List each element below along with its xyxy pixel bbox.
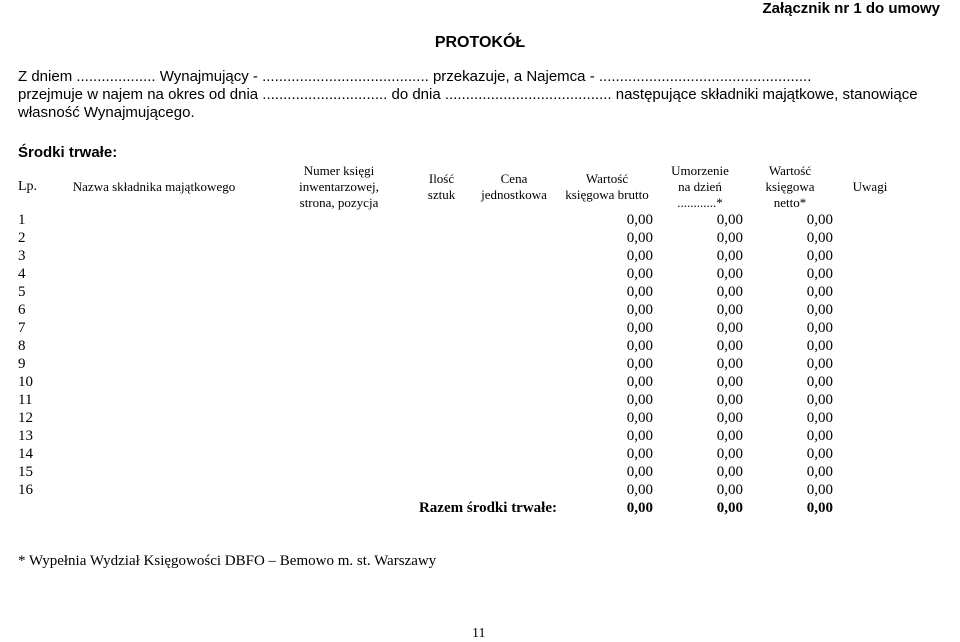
cell-inventory — [264, 337, 414, 355]
cell-lp: 9 — [18, 356, 26, 372]
cell-lp: 6 — [18, 302, 26, 318]
cell-gross-value: 0,00 — [626, 392, 653, 408]
cell-net-value: 0,00 — [806, 446, 833, 462]
cell-name — [44, 463, 264, 481]
header-unit-price: Cena jednostkowa — [481, 171, 547, 202]
cell-lp: 11 — [18, 392, 33, 408]
cell-gross-value: 0,00 — [626, 410, 653, 426]
table-row — [16, 355, 905, 373]
table-row — [16, 211, 905, 229]
cell-notes — [835, 319, 905, 337]
cell-depreciation: 0,00 — [716, 428, 743, 444]
cell-unit-price — [469, 481, 559, 499]
intro-line: własność Wynajmującego. — [18, 104, 195, 121]
cell-depreciation: 0,00 — [716, 338, 743, 354]
cell-quantity — [414, 211, 469, 229]
cell-quantity — [414, 427, 469, 445]
table-row — [16, 481, 905, 499]
cell-inventory — [264, 481, 414, 499]
cell-inventory — [264, 391, 414, 409]
cell-net-value: 0,00 — [806, 248, 833, 264]
cell-net-value: 0,00 — [806, 410, 833, 426]
section-title: Środki trwałe: — [18, 144, 118, 161]
cell-gross-value: 0,00 — [626, 230, 653, 246]
cell-lp: 7 — [18, 320, 26, 336]
cell-name — [44, 445, 264, 463]
table-row — [16, 409, 905, 427]
cell-unit-price — [469, 319, 559, 337]
cell-unit-price — [469, 355, 559, 373]
cell-lp: 12 — [18, 410, 33, 426]
cell-depreciation: 0,00 — [716, 464, 743, 480]
table-row — [16, 445, 905, 463]
cell-name — [44, 427, 264, 445]
cell-depreciation: 0,00 — [716, 356, 743, 372]
header-quantity: Ilość sztuk — [427, 171, 456, 202]
cell-name — [44, 481, 264, 499]
cell-net-value: 0,00 — [806, 392, 833, 408]
cell-quantity — [414, 463, 469, 481]
cell-gross-value: 0,00 — [626, 374, 653, 390]
cell-lp: 3 — [18, 248, 26, 264]
cell-inventory — [264, 247, 414, 265]
cell-unit-price — [469, 337, 559, 355]
cell-unit-price — [469, 463, 559, 481]
cell-gross-value: 0,00 — [626, 302, 653, 318]
header-name: Nazwa składnika majątkowego — [72, 179, 236, 194]
cell-name — [44, 229, 264, 247]
cell-name — [44, 391, 264, 409]
cell-name — [44, 247, 264, 265]
cell-name — [44, 409, 264, 427]
attachment-label: Załącznik nr 1 do umowy — [762, 0, 940, 17]
cell-lp: 14 — [18, 446, 33, 462]
cell-notes — [835, 481, 905, 499]
cell-unit-price — [469, 283, 559, 301]
cell-name — [44, 211, 264, 229]
cell-inventory — [264, 463, 414, 481]
cell-gross-value: 0,00 — [626, 320, 653, 336]
cell-gross-value: 0,00 — [626, 338, 653, 354]
cell-quantity — [414, 319, 469, 337]
cell-net-value: 0,00 — [806, 428, 833, 444]
cell-quantity — [414, 355, 469, 373]
cell-inventory — [264, 265, 414, 283]
cell-depreciation: 0,00 — [716, 374, 743, 390]
intro-line: Z dniem ................... Wynajmujący - ........................................ przekazuje, a Najemca - ................................................... — [18, 68, 812, 85]
page-number: 11 — [472, 626, 486, 641]
cell-net-value: 0,00 — [806, 212, 833, 228]
table-row — [16, 265, 905, 283]
cell-notes — [835, 409, 905, 427]
header-lp: Lp. — [18, 179, 38, 194]
cell-depreciation: 0,00 — [716, 302, 743, 318]
cell-unit-price — [469, 211, 559, 229]
cell-depreciation: 0,00 — [716, 320, 743, 336]
cell-quantity — [414, 481, 469, 499]
cell-inventory — [264, 301, 414, 319]
total-gross-value: 0,00 — [626, 500, 653, 516]
cell-name — [44, 355, 264, 373]
cell-notes — [835, 427, 905, 445]
cell-unit-price — [469, 373, 559, 391]
cell-quantity — [414, 391, 469, 409]
cell-depreciation: 0,00 — [716, 266, 743, 282]
cell-unit-price — [469, 427, 559, 445]
cell-unit-price — [469, 301, 559, 319]
cell-gross-value: 0,00 — [626, 464, 653, 480]
cell-unit-price — [469, 247, 559, 265]
cell-name — [44, 319, 264, 337]
cell-quantity — [414, 373, 469, 391]
cell-quantity — [414, 301, 469, 319]
cell-quantity — [414, 247, 469, 265]
cell-inventory — [264, 319, 414, 337]
cell-inventory — [264, 373, 414, 391]
cell-notes — [835, 373, 905, 391]
table-row — [16, 391, 905, 409]
cell-notes — [835, 445, 905, 463]
cell-quantity — [414, 337, 469, 355]
cell-notes — [835, 283, 905, 301]
cell-quantity — [414, 445, 469, 463]
cell-depreciation: 0,00 — [716, 446, 743, 462]
header-inventory: Numer księgi inwentarzowej, strona, pozycja — [299, 163, 379, 210]
cell-net-value: 0,00 — [806, 356, 833, 372]
cell-name — [44, 337, 264, 355]
cell-gross-value: 0,00 — [626, 428, 653, 444]
cell-lp: 13 — [18, 428, 33, 444]
cell-lp: 15 — [18, 464, 33, 480]
cell-inventory — [264, 409, 414, 427]
table-row — [16, 373, 905, 391]
cell-name — [44, 301, 264, 319]
cell-name — [44, 283, 264, 301]
cell-net-value: 0,00 — [806, 320, 833, 336]
table-row — [16, 283, 905, 301]
cell-name — [44, 265, 264, 283]
cell-lp: 8 — [18, 338, 26, 354]
cell-notes — [835, 229, 905, 247]
cell-gross-value: 0,00 — [626, 446, 653, 462]
cell-inventory — [264, 355, 414, 373]
cell-net-value: 0,00 — [806, 284, 833, 300]
cell-depreciation: 0,00 — [716, 230, 743, 246]
cell-lp: 4 — [18, 266, 26, 282]
cell-unit-price — [469, 229, 559, 247]
cell-unit-price — [469, 391, 559, 409]
cell-net-value: 0,00 — [806, 266, 833, 282]
intro-paragraph — [18, 68, 943, 122]
cell-net-value: 0,00 — [806, 230, 833, 246]
table-row — [16, 463, 905, 481]
intro-line: przejmuje w najem na okres od dnia .............................. do dnia ........................................ następujące składniki majątkowe, stanowiące — [18, 86, 918, 103]
table-row — [16, 247, 905, 265]
cell-depreciation: 0,00 — [716, 212, 743, 228]
cell-gross-value: 0,00 — [626, 266, 653, 282]
header-notes: Uwagi — [852, 179, 888, 194]
table-row — [16, 301, 905, 319]
cell-lp: 1 — [18, 212, 26, 228]
cell-unit-price — [469, 409, 559, 427]
cell-lp: 16 — [18, 482, 33, 498]
cell-quantity — [414, 229, 469, 247]
footnote: * Wypełnia Wydział Księgowości DBFO – Bemowo m. st. Warszawy — [18, 553, 437, 569]
table-row — [16, 319, 905, 337]
cell-depreciation: 0,00 — [716, 392, 743, 408]
table-header-row — [16, 163, 905, 211]
total-notes — [835, 499, 905, 517]
cell-quantity — [414, 409, 469, 427]
cell-notes — [835, 391, 905, 409]
cell-unit-price — [469, 445, 559, 463]
cell-inventory — [264, 211, 414, 229]
cell-net-value: 0,00 — [806, 464, 833, 480]
cell-name — [44, 373, 264, 391]
total-depreciation: 0,00 — [716, 500, 743, 516]
table-row — [16, 229, 905, 247]
cell-inventory — [264, 229, 414, 247]
cell-notes — [835, 265, 905, 283]
cell-gross-value: 0,00 — [626, 482, 653, 498]
cell-notes — [835, 301, 905, 319]
cell-unit-price — [469, 265, 559, 283]
total-row — [16, 499, 905, 517]
document-title: PROTOKÓŁ — [434, 34, 526, 51]
cell-notes — [835, 211, 905, 229]
cell-depreciation: 0,00 — [716, 410, 743, 426]
cell-lp: 2 — [18, 230, 26, 246]
cell-depreciation: 0,00 — [716, 284, 743, 300]
total-label: Razem środki trwałe: — [418, 500, 557, 516]
header-gross-value: Wartość księgowa brutto — [565, 171, 649, 202]
cell-notes — [835, 355, 905, 373]
cell-inventory — [264, 283, 414, 301]
cell-gross-value: 0,00 — [626, 356, 653, 372]
cell-lp: 5 — [18, 284, 26, 300]
table-row — [16, 427, 905, 445]
assets-table — [16, 163, 905, 517]
cell-net-value: 0,00 — [806, 302, 833, 318]
header-depreciation: Umorzenie na dzień ............* — [671, 163, 729, 210]
cell-quantity — [414, 283, 469, 301]
cell-gross-value: 0,00 — [626, 212, 653, 228]
cell-notes — [835, 247, 905, 265]
cell-net-value: 0,00 — [806, 482, 833, 498]
cell-notes — [835, 337, 905, 355]
cell-lp: 10 — [18, 374, 33, 390]
cell-notes — [835, 463, 905, 481]
table-row — [16, 337, 905, 355]
cell-net-value: 0,00 — [806, 374, 833, 390]
cell-inventory — [264, 445, 414, 463]
cell-net-value: 0,00 — [806, 338, 833, 354]
cell-depreciation: 0,00 — [716, 482, 743, 498]
cell-gross-value: 0,00 — [626, 284, 653, 300]
cell-depreciation: 0,00 — [716, 248, 743, 264]
total-net-value: 0,00 — [806, 500, 833, 516]
header-net-value: Wartość księgowa netto* — [765, 163, 815, 210]
cell-quantity — [414, 265, 469, 283]
cell-gross-value: 0,00 — [626, 248, 653, 264]
cell-inventory — [264, 427, 414, 445]
